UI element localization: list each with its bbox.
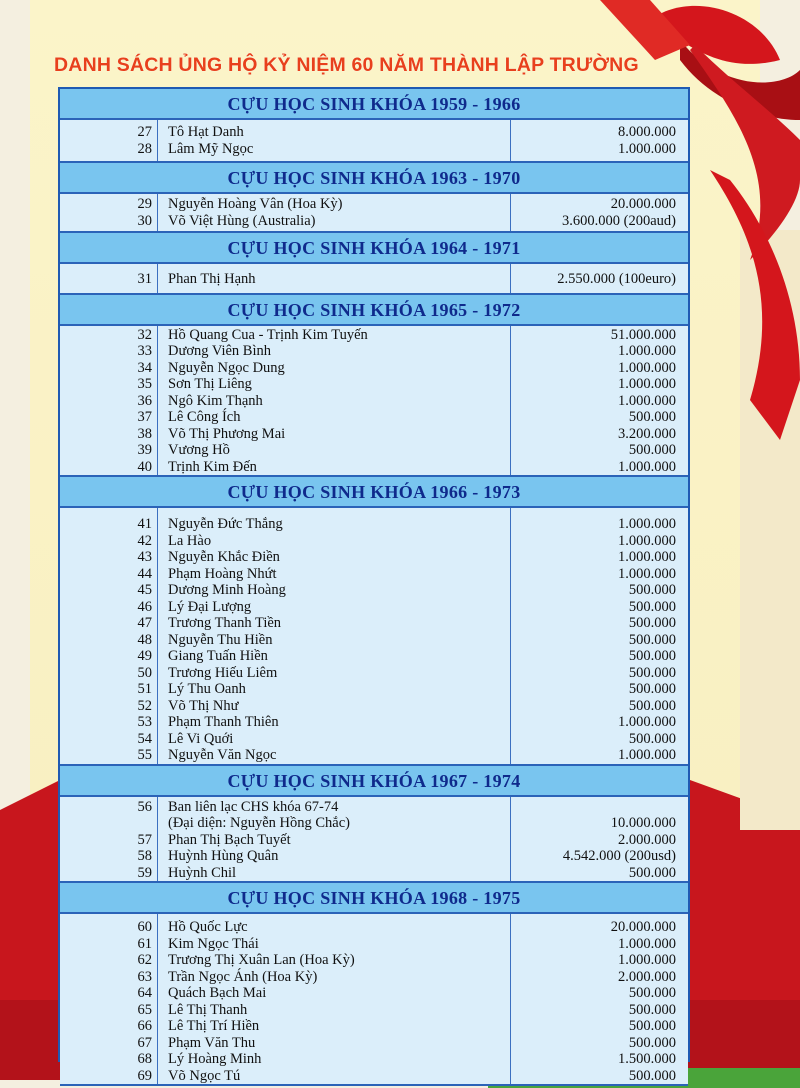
row-amount: 10.000.000 xyxy=(610,815,676,831)
table-row xyxy=(60,376,688,393)
row-num: 28 xyxy=(137,140,152,157)
row-num: 59 xyxy=(137,864,152,881)
row-amount: 500.000 xyxy=(628,631,676,648)
table-row xyxy=(60,936,688,953)
row-name: Võ Việt Hùng (Australia) xyxy=(168,212,316,229)
row-name: Dương Viên Bình xyxy=(168,343,272,359)
table-row xyxy=(60,533,688,550)
row-name: Lý Đại Lượng xyxy=(168,598,252,615)
row-name: Nguyễn Thu Hiền xyxy=(168,631,273,648)
table-row xyxy=(60,632,688,649)
row-amount: 500.000 xyxy=(628,985,676,1001)
table-row xyxy=(60,1068,688,1085)
section-header: CỰU HỌC SINH KHÓA 1968 - 1975 xyxy=(60,883,688,914)
page-title: DANH SÁCH ỦNG HỘ KỶ NIỆM 60 NĂM THÀNH LẬP TRƯỜNG xyxy=(54,54,639,76)
row-amount: 500.000 xyxy=(628,582,676,598)
table-row xyxy=(60,360,688,377)
row-name: Dương Minh Hoàng xyxy=(168,582,286,598)
row-name: Tô Hạt Danh xyxy=(168,124,244,140)
row-amount: 500.000 xyxy=(628,615,676,631)
row-amount: 1.000.000 xyxy=(618,935,676,952)
row-num: 48 xyxy=(137,631,152,648)
row-name: Trương Thanh Tiền xyxy=(168,615,282,631)
table-row xyxy=(60,442,688,459)
row-amount: 500.000 xyxy=(628,1018,676,1034)
table-row xyxy=(60,196,688,213)
row-name: Vương Hồ xyxy=(168,442,230,458)
row-num: 64 xyxy=(137,985,152,1001)
row-name: Võ Ngọc Tú xyxy=(168,1067,241,1084)
table-row xyxy=(60,213,688,230)
row-amount: 2.000.000 xyxy=(618,968,676,985)
table-row xyxy=(60,1035,688,1052)
row-amount: 1.000.000 xyxy=(618,140,676,157)
row-num: 33 xyxy=(137,343,152,359)
row-name: La Hào xyxy=(168,532,212,549)
table-row xyxy=(60,516,688,533)
row-name: Hồ Quang Cua - Trịnh Kim Tuyến xyxy=(168,326,368,343)
row-name: Phạm Hoàng Nhứt xyxy=(168,565,277,582)
row-name: Nguyễn Ngọc Dung xyxy=(168,359,285,376)
table-row xyxy=(60,665,688,682)
section-header: CỰU HỌC SINH KHÓA 1966 - 1973 xyxy=(60,477,688,508)
row-num: 44 xyxy=(137,565,152,582)
row-num: 45 xyxy=(137,582,152,598)
row-amount: 500.000 xyxy=(628,648,676,664)
row-name: Lê Thị Thanh xyxy=(168,1001,248,1018)
section-body xyxy=(60,508,688,766)
row-num: 36 xyxy=(137,392,152,409)
row-num: 42 xyxy=(137,532,152,549)
row-name: Phạm Thanh Thiên xyxy=(168,714,279,730)
row-name: Huỳnh Chil xyxy=(168,864,237,881)
row-num: 40 xyxy=(137,458,152,475)
donation-table xyxy=(58,87,690,1084)
row-num: 50 xyxy=(137,664,152,681)
table-row xyxy=(60,714,688,731)
table-row xyxy=(60,426,688,443)
section-body xyxy=(60,120,688,163)
row-amount: 500.000 xyxy=(628,864,676,881)
row-name: Nguyễn Đức Thắng xyxy=(168,516,283,532)
section-body xyxy=(60,797,688,884)
row-amount: 500.000 xyxy=(628,409,676,425)
row-amount: 500.000 xyxy=(628,442,676,458)
row-num: 41 xyxy=(137,516,152,532)
row-name: Ban liên lạc CHS khóa 67-74 xyxy=(168,798,339,815)
section-header: CỰU HỌC SINH KHÓA 1959 - 1966 xyxy=(60,89,688,120)
row-num: 46 xyxy=(137,598,152,615)
row-name: Kim Ngọc Thái xyxy=(168,935,259,952)
row-amount: 20.000.000 xyxy=(610,196,676,212)
table-row xyxy=(60,848,688,865)
row-name: Ngô Kim Thạnh xyxy=(168,392,263,409)
row-name: Huỳnh Hùng Quân xyxy=(168,848,279,864)
row-amount: 500.000 xyxy=(628,697,676,714)
row-num: 67 xyxy=(137,1034,152,1051)
table-row xyxy=(60,141,688,158)
row-num: 58 xyxy=(137,848,152,864)
row-name: Phạm Văn Thu xyxy=(168,1034,256,1051)
row-name: Nguyễn Văn Ngọc xyxy=(168,747,277,763)
row-num: 51 xyxy=(137,681,152,697)
row-amount: 1.000.000 xyxy=(618,714,676,730)
row-num: 57 xyxy=(137,831,152,848)
row-num: 53 xyxy=(137,714,152,730)
table-sections xyxy=(60,89,688,1086)
row-amount: 1.000.000 xyxy=(618,747,676,763)
row-num: 62 xyxy=(137,952,152,968)
row-amount: 500.000 xyxy=(628,598,676,615)
row-num: 39 xyxy=(137,442,152,458)
row-num: 60 xyxy=(137,919,152,935)
row-amount: 500.000 xyxy=(628,664,676,681)
row-amount: 2.000.000 xyxy=(618,831,676,848)
row-amount: 1.000.000 xyxy=(618,392,676,409)
table-row xyxy=(60,615,688,632)
row-num: 35 xyxy=(137,376,152,392)
row-num: 38 xyxy=(137,425,152,442)
table-row xyxy=(60,865,688,882)
table-row xyxy=(60,1018,688,1035)
row-amount: 1.000.000 xyxy=(618,952,676,968)
row-amount: 500.000 xyxy=(628,1001,676,1018)
row-name: Võ Thị Như xyxy=(168,697,239,714)
row-amount: 4.542.000 (200usd) xyxy=(562,848,676,864)
row-num: 31 xyxy=(137,271,152,287)
row-num: 52 xyxy=(137,697,152,714)
row-amount: 1.000.000 xyxy=(618,532,676,549)
row-name: Trương Hiếu Liêm xyxy=(168,664,278,681)
row-amount: 1.000.000 xyxy=(618,458,676,475)
table-row xyxy=(60,969,688,986)
table-row xyxy=(60,327,688,344)
row-amount: 2.550.000 (100euro) xyxy=(557,271,676,287)
table-row xyxy=(60,599,688,616)
row-amount: 1.000.000 xyxy=(618,376,676,392)
row-amount: 500.000 xyxy=(628,1034,676,1051)
table-row xyxy=(60,566,688,583)
row-name: Trần Ngọc Ánh (Hoa Kỳ) xyxy=(168,968,318,985)
row-amount: 1.000.000 xyxy=(618,359,676,376)
row-name: (Đại diện: Nguyễn Hồng Chắc) xyxy=(168,815,351,831)
table-row xyxy=(60,731,688,748)
row-num: 43 xyxy=(137,549,152,565)
row-amount: 1.500.000 xyxy=(618,1051,676,1067)
row-amount: 20.000.000 xyxy=(610,919,676,935)
row-num: 49 xyxy=(137,648,152,664)
row-name: Quách Bạch Mai xyxy=(168,985,267,1001)
table-row xyxy=(60,799,688,816)
row-name: Sơn Thị Liêng xyxy=(168,376,252,392)
row-name: Nguyễn Khắc Điền xyxy=(168,549,280,565)
section-body xyxy=(60,194,688,233)
row-num: 54 xyxy=(137,730,152,747)
row-num: 61 xyxy=(137,935,152,952)
row-num: 65 xyxy=(137,1001,152,1018)
row-name: Lâm Mỹ Ngọc xyxy=(168,140,254,157)
row-amount: 1.000.000 xyxy=(618,565,676,582)
row-num: 56 xyxy=(137,798,152,815)
row-name: Trương Thị Xuân Lan (Hoa Kỳ) xyxy=(168,952,355,968)
row-amount: 3.600.000 (200aud) xyxy=(562,212,676,229)
section-body xyxy=(60,914,688,1086)
table-row xyxy=(60,681,688,698)
table-row xyxy=(60,459,688,476)
row-name: Võ Thị Phương Mai xyxy=(168,425,286,442)
row-amount: 51.000.000 xyxy=(610,326,676,343)
table-row xyxy=(60,919,688,936)
table-row xyxy=(60,952,688,969)
row-name: Nguyễn Hoàng Vân (Hoa Kỳ) xyxy=(168,196,343,212)
row-amount: 500.000 xyxy=(628,730,676,747)
row-num: 47 xyxy=(137,615,152,631)
row-amount: 8.000.000 xyxy=(618,124,676,140)
row-num: 37 xyxy=(137,409,152,425)
row-num: 55 xyxy=(137,747,152,763)
row-name: Lý Hoàng Minh xyxy=(168,1051,262,1067)
row-amount: 500.000 xyxy=(628,681,676,697)
row-name: Lê Thị Trí Hiền xyxy=(168,1018,260,1034)
table-row xyxy=(60,549,688,566)
row-name: Phan Thị Hạnh xyxy=(168,271,256,287)
row-amount: 1.000.000 xyxy=(618,549,676,565)
table-row xyxy=(60,1051,688,1068)
row-num: 63 xyxy=(137,968,152,985)
section-body xyxy=(60,264,688,295)
table-row xyxy=(60,409,688,426)
row-name: Phan Thị Bạch Tuyết xyxy=(168,831,291,848)
table-row xyxy=(60,343,688,360)
row-amount: 500.000 xyxy=(628,1067,676,1084)
table-row xyxy=(60,698,688,715)
table-row xyxy=(60,393,688,410)
row-num: 34 xyxy=(137,359,152,376)
row-amount: 3.200.000 xyxy=(618,425,676,442)
table-row xyxy=(60,1002,688,1019)
row-amount: 1.000.000 xyxy=(618,343,676,359)
row-name: Giang Tuấn Hiền xyxy=(168,648,268,664)
section-header: CỰU HỌC SINH KHÓA 1965 - 1972 xyxy=(60,295,688,326)
row-name: Hồ Quốc Lực xyxy=(168,919,248,935)
row-num: 27 xyxy=(137,124,152,140)
row-num: 29 xyxy=(137,196,152,212)
row-num: 68 xyxy=(137,1051,152,1067)
section-body xyxy=(60,326,688,478)
row-num: 32 xyxy=(137,326,152,343)
row-amount: 1.000.000 xyxy=(618,516,676,532)
section-header: CỰU HỌC SINH KHÓA 1964 - 1971 xyxy=(60,233,688,264)
table-row xyxy=(60,124,688,141)
table-row xyxy=(60,648,688,665)
table-row xyxy=(60,815,688,832)
row-name: Lê Vi Quới xyxy=(168,730,234,747)
section-header: CỰU HỌC SINH KHÓA 1963 - 1970 xyxy=(60,163,688,194)
table-row xyxy=(60,582,688,599)
section-header: CỰU HỌC SINH KHÓA 1967 - 1974 xyxy=(60,766,688,797)
table-row xyxy=(60,985,688,1002)
table-row xyxy=(60,271,688,288)
table-row xyxy=(60,747,688,764)
row-num: 30 xyxy=(137,212,152,229)
row-name: Trịnh Kim Đến xyxy=(168,458,257,475)
table-row xyxy=(60,832,688,849)
row-name: Lê Công Ích xyxy=(168,409,241,425)
row-num: 69 xyxy=(137,1067,152,1084)
row-num: 66 xyxy=(137,1018,152,1034)
row-name: Lý Thu Oanh xyxy=(168,681,246,697)
